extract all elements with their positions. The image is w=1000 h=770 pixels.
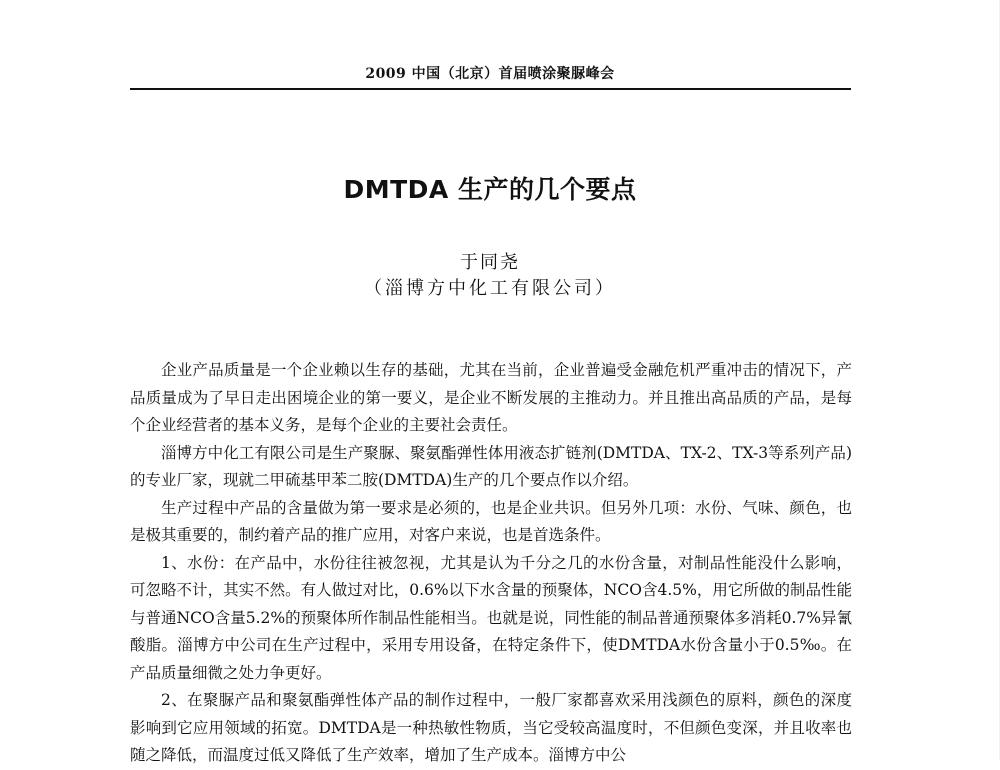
paragraph-moisture: 1、水份：在产品中，水份往往被忽视，尤其是认为千分之几的水份含量，对制品性能没什么影响，可忽略不计，其实不然。有人做过对比，0.6%以下水含量的预聚体，NCO含4.5%，用它所做的制品性能与普通NCO含量5.2%的预聚体所作制品性能相当。也就是说，同性能的制品普通预聚体多消耗0.7%异氰酸脂。淄博方中公司在生产过程中，采用专用设备，在特定条件下，使DMTDA水份含量小于0.5‰。在产品质量细微之处力争更好。	[130, 553, 852, 682]
paragraph-intro: 企业产品质量是一个企业赖以生存的基础，尤其在当前，企业普遍受金融危机严重冲击的情况下，产品质量成为了早日走出困境企业的第一要义，是企业不断发展的主推动力。并且推出高品质的产品，是每个企业经营者的基本义务，是每个企业的主要社会责任。	[130, 361, 852, 434]
paragraph-color: 2、在聚脲产品和聚氨酯弹性体产品的制作过程中，一般厂家都喜欢采用浅颜色的原料，颜色的深度影响到它应用领域的拓宽。DMTDA是一种热敏性物质，当它受较高温度时，不但颜色变深，并且收率也随之降低，而温度过低又降低了生产效率，增加了生产成本。淄博方中公	[130, 691, 852, 764]
paragraph-requirements: 生产过程中产品的含量做为第一要求是必须的，也是企业共识。但另外几项：水份、气味、颜色，也是极其重要的，制约着产品的推广应用，对客户来说，也是首选条件。	[130, 498, 852, 544]
author-affiliation: （淄博方中化工有限公司）	[364, 278, 616, 299]
header-rule	[130, 88, 851, 90]
body-text	[130, 357, 852, 770]
paper-title: DMTDA 生产的几个要点	[343, 175, 637, 204]
running-header: 2009 中国（北京）首届喷涂聚脲峰会	[365, 66, 615, 82]
author-name: 于同尧	[460, 252, 520, 273]
paragraph-company: 淄博方中化工有限公司是生产聚脲、聚氨酯弹性体用液态扩链剂(DMTDA、TX-2、TX-3等系列产品)的专业厂家，现就二甲硫基甲苯二胺(DMTDA)生产的几个要点作以介绍。	[130, 443, 852, 489]
